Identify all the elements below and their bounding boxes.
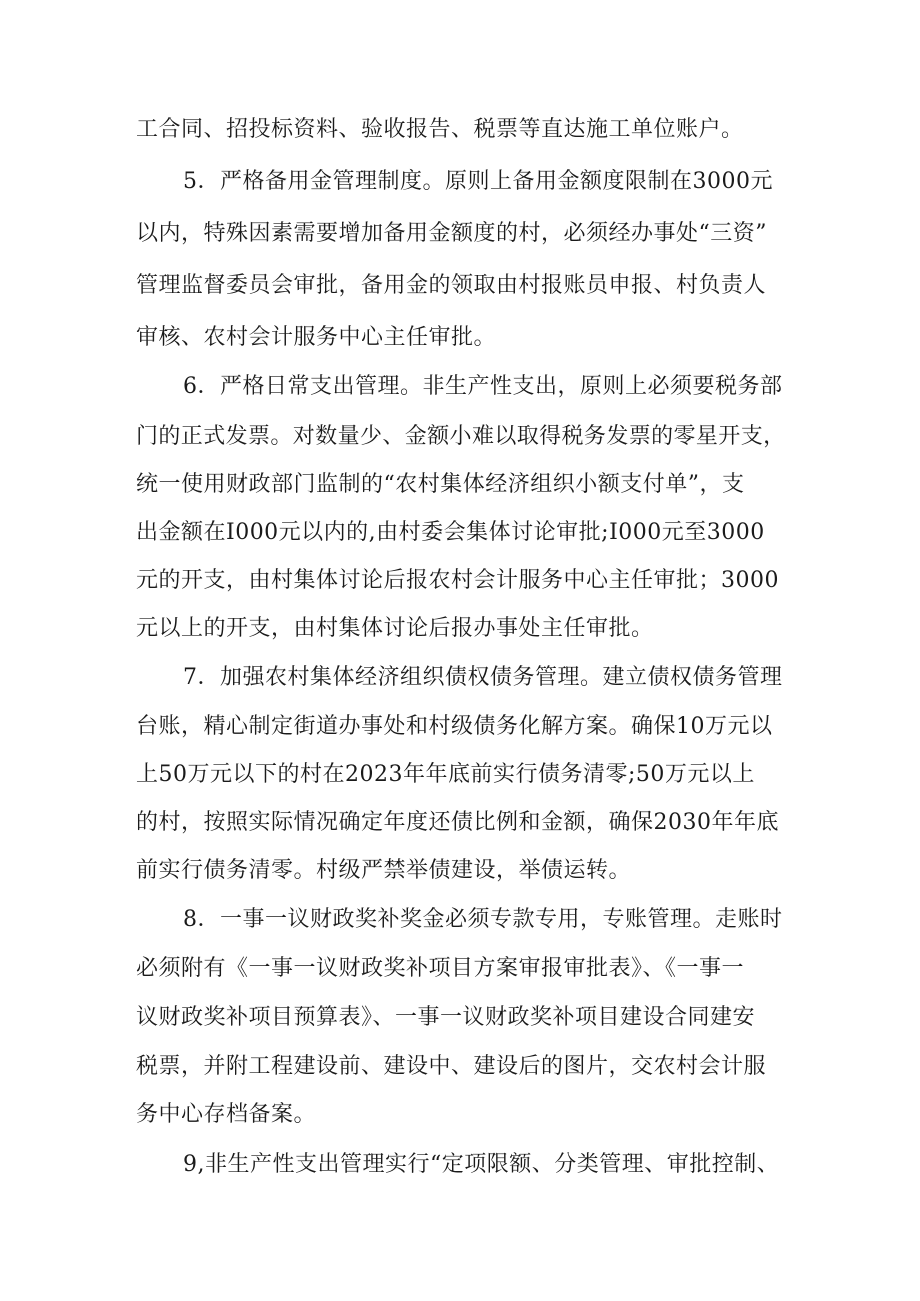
paragraph-line: 审核、农村会计服务中心主任审批。 bbox=[136, 325, 497, 350]
paragraph-line: 管理监督委员会审批，备用金的领取由村报账员申报、村负责人 bbox=[136, 273, 767, 298]
paragraph-line: 以内，特殊因素需要增加备用金额度的村，必须经办事处“三资” bbox=[136, 221, 767, 246]
paragraph-line: 必须附有《一事一议财政奖补项目方案审报审批表》、《一事一 bbox=[136, 956, 745, 981]
paragraph-line: 8．一事一议财政奖补奖金必须专款专用，专账管理。走账时 bbox=[183, 907, 783, 932]
paragraph-line: 9,非生产性支出管理实行“定项限额、分类管理、审批控制、 bbox=[183, 1152, 780, 1177]
paragraph-line: 税票，并附工程建设前、建设中、建设后的图片，交农村会计服 bbox=[136, 1054, 767, 1079]
paragraph-line: 出金额在I000元以内的,由村委会集体讨论审批;I000元至3000 bbox=[136, 520, 765, 545]
paragraph-line: 7．加强农村集体经济组织债权债务管理。建立债权债务管理 bbox=[183, 665, 783, 690]
paragraph-line: 务中心存档备案。 bbox=[136, 1102, 317, 1127]
paragraph-line: 门的正式发票。对数量少、金额小难以取得税务发票的零星开支， bbox=[136, 424, 786, 449]
paragraph-line: 台账，精心制定街道办事处和村级债务化解方案。确保10万元以 bbox=[136, 714, 773, 739]
paragraph-line: 上50万元以下的村在2023年年底前实行债务清零;50万元以上 bbox=[136, 762, 755, 787]
paragraph-line: 的村，按照实际情况确定年度还债比例和金额，确保2030年年底 bbox=[136, 810, 779, 835]
paragraph-line: 元的开支，由村集体讨论后报农村会计服务中心主任审批；3000 bbox=[136, 568, 779, 593]
paragraph-line: 5．严格备用金管理制度。原则上备用金额度限制在3000元 bbox=[183, 169, 773, 194]
paragraph-line: 统一使用财政部门监制的“农村集体经济组织小额支付单”，支 bbox=[136, 472, 745, 497]
paragraph-line: 议财政奖补项目预算表》、一事一议财政奖补项目建设合同建安 bbox=[136, 1005, 756, 1030]
paragraph-line: 前实行债务清零。村级严禁举债建设，举债运转。 bbox=[136, 858, 632, 883]
paragraph-line: 6．严格日常支出管理。非生产性支出，原则上必须要税务部 bbox=[183, 374, 783, 399]
paragraph-line: 工合同、招投标资料、验收报告、税票等直达施工单位账户。 bbox=[136, 117, 744, 142]
paragraph-line: 元以上的开支，由村集体讨论后报办事处主任审批。 bbox=[136, 616, 654, 641]
